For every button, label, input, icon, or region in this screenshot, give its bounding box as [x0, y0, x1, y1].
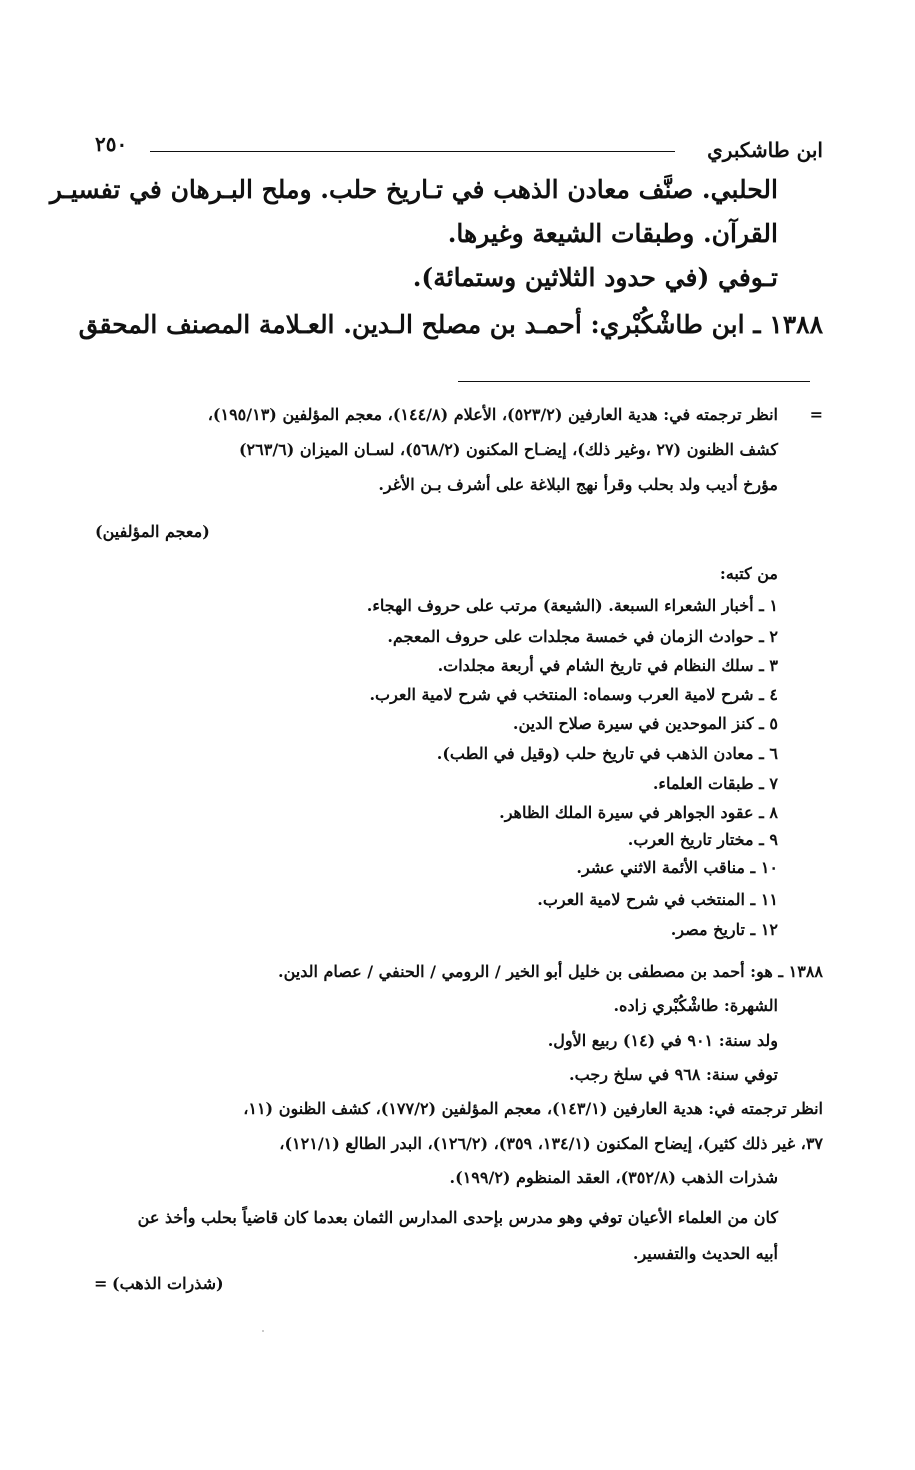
page-speck [262, 1330, 264, 1332]
book-item: ٨ ـ عقود الجواهر في سيرة الملك الظاهر. [499, 803, 778, 822]
book-item: ٩ ـ مختار تاريخ العرب. [627, 830, 778, 849]
entry2-line: شذرات الذهب (٣٥٢/٨)، العقد المنظوم (١٩٩/٢). [449, 1168, 778, 1187]
book-item: ١٢ ـ تاريخ مصر. [670, 920, 778, 939]
entry2-line: أبيه الحديث والتفسير. [632, 1244, 778, 1263]
book-item: ١٠ ـ مناقب الأئمة الاثني عشر. [576, 858, 778, 877]
main-text-line-2: القرآن. وطبقات الشيعة وغيرها. [447, 219, 778, 248]
book-item: ٦ ـ معادن الذهب في تاريخ حلب (وقيل في الطب). [436, 744, 778, 763]
book-item: ٣ ـ سلك النظام في تاريخ الشام في أربعة مجلدات. [437, 656, 778, 675]
entry2-heading: ١٣٨٨ ـ هو: أحمد بن مصطفى بن خليل أبو الخير / الرومي / الحنفي / عصام الدين. [278, 962, 823, 981]
entry2-line: كان من العلماء الأعيان توفي وهو مدرس بإحدى المدارس الثمان بعدما كان قاضياً بحلب وأخذ عن [137, 1208, 778, 1227]
book-item: ٥ ـ كنز الموحدين في سيرة صلاح الدين. [512, 714, 778, 733]
footnote-separator [458, 381, 810, 382]
book-item: ٧ ـ طبقات العلماء. [652, 774, 778, 793]
footnote-sources-line-1: انظر ترجمته في: هدية العارفين (٥٢٣/٢)، الأعلام (١٤٤/٨)، معجم المؤلفين (١٩٥/١٣)، [207, 405, 778, 424]
entry2-line: الشهرة: طاشْكُبْري زاده. [613, 996, 778, 1015]
footnote-continuation-end: = [94, 1274, 108, 1293]
book-item: ٢ ـ حوادث الزمان في خمسة مجلدات على حروف المعجم. [387, 627, 778, 646]
entry2-line: انظر ترجمته في: هدية العارفين (١٤٣/١)، معجم المؤلفين (١٧٧/٢)، كشف الظنون (١١، [243, 1099, 823, 1118]
entry-heading-1388: ١٣٨٨ ـ ابن طاشْكُبْري: أحمـد بن مصلح الـدين. العـلامة المصنف المحقق [78, 310, 823, 339]
header-rule [150, 151, 675, 152]
footnote-sources-line-2: كشف الظنون (٢٧ ،وغير ذلك)، إيضـاح المكنون (٥٦٨/٢)، لسـان الميزان (٢٦٣/٦) [238, 440, 778, 459]
footnote-reference-1: (معجم المؤلفين) [95, 522, 210, 541]
running-header-title: ابن طاشكبري [707, 138, 823, 162]
page-number: ٢٥٠ [95, 132, 128, 156]
footnote-continuation-marker: = [809, 405, 823, 424]
entry2-line: ولد سنة: ٩٠١ في (١٤) ربيع الأول. [547, 1031, 778, 1050]
main-text-line-1: الحلبي. صنَّف معادن الذهب في تـاريخ حلب. وملح البـرهان في تفسيـر [49, 175, 778, 204]
footnote-reference-2: (شذرات الذهب) [112, 1274, 224, 1293]
book-item: ١١ ـ المنتخب في شرح لامية العرب. [537, 890, 778, 909]
entry2-line: توفي سنة: ٩٦٨ في سلخ رجب. [569, 1065, 778, 1084]
main-text-line-3: تـوفي (في حدود الثلاثين وستمائة). [412, 263, 778, 292]
footnote-sources-line-3: مؤرخ أديب ولد بحلب وقرأ نهج البلاغة على أشرف بـن الأغر. [378, 475, 778, 494]
book-item: ٤ ـ شرح لامية العرب وسماه: المنتخب في شرح لامية العرب. [369, 685, 778, 704]
entry2-line: ٣٧، غير ذلك كثير)، إيضاح المكنون (١٣٤/١، ٣٥٩)، (١٢٦/٢)، البدر الطالع (١٢١/١)، [279, 1134, 823, 1153]
books-heading: من كتبه: [719, 564, 778, 583]
book-item: ١ ـ أخبار الشعراء السبعة. (الشيعة) مرتب على حروف الهجاء. [366, 596, 778, 615]
